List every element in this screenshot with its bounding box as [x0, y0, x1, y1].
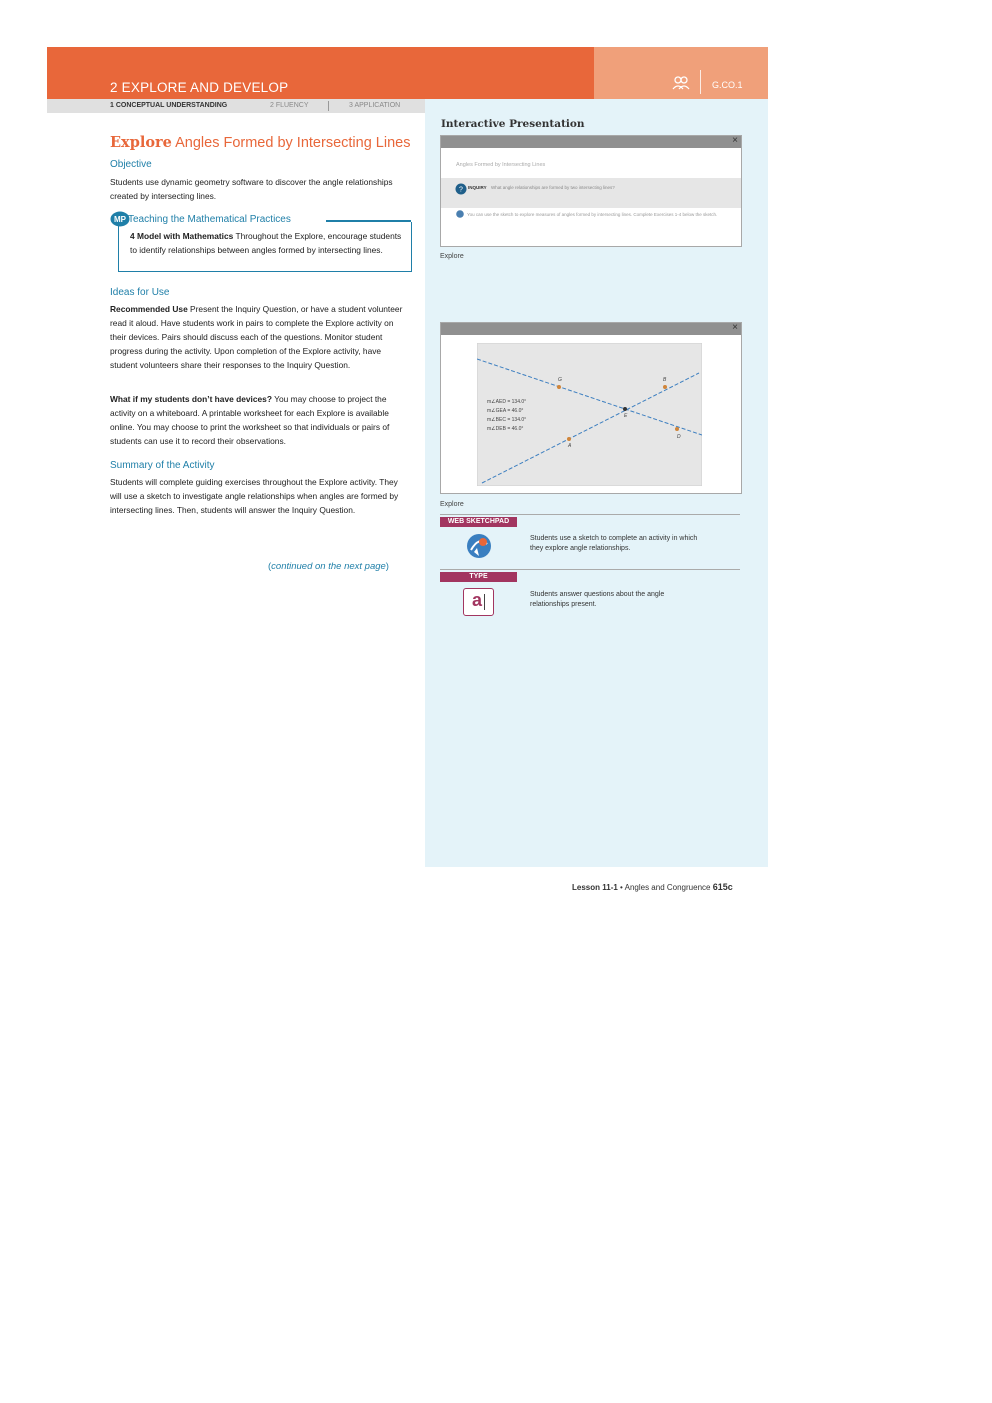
- type-icon: [463, 588, 494, 616]
- measure-gea: m∠GEA = 46.0°: [487, 408, 524, 414]
- mp-badge-icon: [110, 211, 130, 227]
- measure-deb: m∠DEB = 46.0°: [487, 426, 524, 432]
- ideas-text: Recommended Use Present the Inquiry Question, or have a student volunteer read it aloud. Have students work in pairs to complete the Explore activity on their devices. Pairs should discuss each of the questions. Monitor student progress during the activity. Upon completion of the Explore activity, have student volunteers share their responses to the Inquiry Question.: [110, 304, 403, 370]
- summary-heading: Summary of the Activity: [110, 460, 215, 471]
- point-d: [675, 427, 679, 431]
- tab-fluency: 2 FLUENCY: [270, 102, 309, 109]
- tool-desc-web-sketchpad: Students use a sketch to complete an activity in which they explore angle relationships.: [530, 535, 698, 552]
- explore-screenshot-sketch: [440, 322, 742, 494]
- tool-label-type: TYPE: [440, 572, 517, 582]
- screenshot-titlebar: [441, 323, 741, 335]
- tab-divider: [328, 101, 329, 111]
- standard-code: G.CO.1: [712, 80, 743, 90]
- svg-text:MP: MP: [114, 215, 126, 224]
- point-e: [623, 407, 627, 411]
- explore-title: Explore Angles Formed by Intersecting Lines: [110, 134, 411, 151]
- section-title: 2 EXPLORE AND DEVELOP: [110, 80, 289, 95]
- screenshot-instructions: You can use the sketch to explore measures of angles formed by intersecting lines. Complete Exercises 1-4 below the sketch.: [467, 212, 718, 217]
- point-label-g: G: [558, 377, 562, 383]
- people-icon: [672, 76, 690, 90]
- point-label-b: B: [663, 377, 667, 383]
- mp-text: 4 Model with Mathematics Throughout the Explore, encourage students to identify relationships between angles formed by intersecting lines.: [130, 231, 402, 255]
- tab-conceptual-understanding: 1 CONCEPTUAL UNDERSTANDING: [110, 102, 228, 109]
- svg-text:?: ?: [459, 186, 463, 194]
- inquiry-strip: [441, 178, 741, 208]
- point-b: [663, 385, 667, 389]
- interactive-presentation-heading: Interactive Presentation: [441, 118, 585, 130]
- measure-aed: m∠AED = 134.0°: [487, 399, 527, 405]
- tool-divider: [440, 569, 740, 570]
- tool-divider: [440, 514, 740, 515]
- standards-header-block: [594, 47, 768, 99]
- sketchpad-icon: [465, 532, 493, 560]
- text-cursor-icon: [484, 594, 485, 610]
- inquiry-label: INQUIRY: [468, 185, 487, 190]
- point-label-d: D: [677, 434, 681, 440]
- close-icon: ×: [732, 322, 738, 333]
- objective-text: Students use dynamic geometry software to discover the angle relationships created by intersecting lines.: [110, 177, 393, 201]
- mp-heading: Teaching the Mathematical Practices: [128, 214, 291, 225]
- mp-box-top-rule: [326, 220, 411, 222]
- header-divider: [700, 70, 701, 94]
- devices-text: What if my students don’t have devices? You may choose to project the activity on a whiteboard. A printable worksheet for each Explore is available online. You may choose to print the worksheet so that individuals or pairs of students can use it to record their observations.: [110, 394, 390, 446]
- intersecting-lines-sketch: [477, 343, 702, 486]
- measure-bec: m∠BEC = 134.0°: [487, 417, 527, 423]
- objective-heading: Objective: [110, 159, 152, 170]
- page-footer: Lesson 11-1 • Angles and Congruence 615c: [572, 882, 733, 892]
- point-label-e: E: [624, 413, 628, 419]
- point-g: [557, 385, 561, 389]
- point-label-a: A: [568, 443, 572, 449]
- screenshot-caption: Explore: [440, 501, 464, 508]
- ideas-heading: Ideas for Use: [110, 287, 170, 298]
- continued-note: (continued on the next page): [268, 561, 389, 572]
- inquiry-icon: [455, 183, 467, 195]
- tool-label-web-sketchpad: WEB SKETCHPAD: [440, 517, 517, 527]
- page-number: 615c: [712, 882, 733, 892]
- screenshot-titlebar: [441, 136, 741, 148]
- type-icon-letter: a: [472, 590, 483, 610]
- point-a: [567, 437, 571, 441]
- screenshot-activity-title: Angles Formed by Intersecting Lines: [456, 162, 546, 168]
- inquiry-question: What angle relationships are formed by two intersecting lines?: [491, 185, 615, 190]
- summary-text: Students will complete guiding exercises throughout the Explore activity. They will use a sketch to investigate angle relationships when angles are formed by intersecting lines. Then, students will answer the Inquiry Question.: [110, 477, 399, 515]
- tool-desc-type: Students answer questions about the angle relationships present.: [530, 591, 665, 608]
- screenshot-caption: Explore: [440, 253, 464, 260]
- explore-screenshot-intro: [440, 135, 742, 247]
- close-icon: ×: [732, 135, 738, 146]
- tab-application: 3 APPLICATION: [349, 102, 401, 109]
